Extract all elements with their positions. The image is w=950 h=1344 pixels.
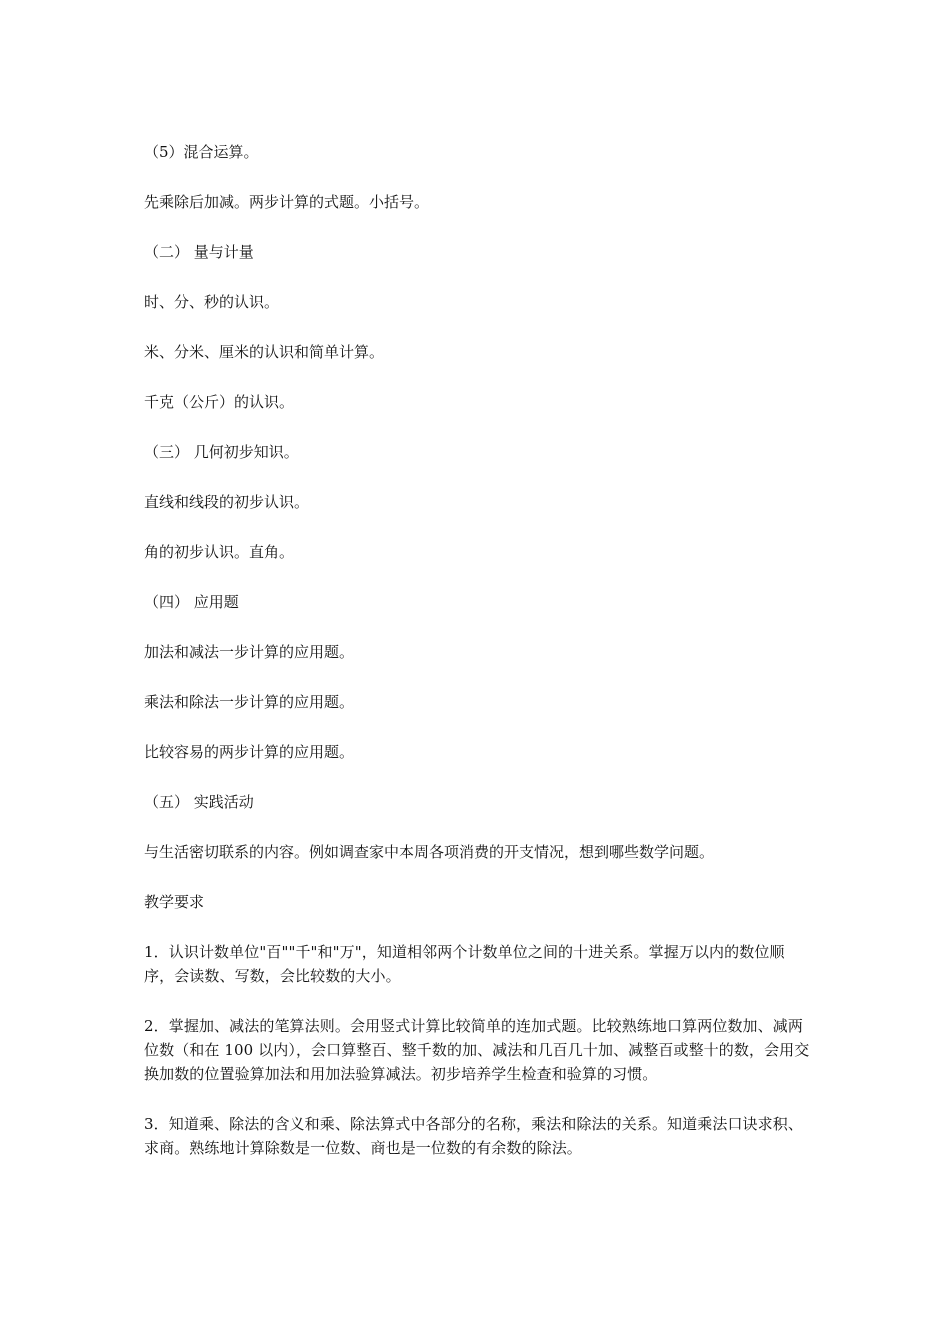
paragraph-mixed-operations-heading: （5）混合运算。: [144, 143, 259, 161]
section-heading-word-problems: （四） 应用题: [144, 593, 239, 611]
paragraph-length: 米、分米、厘米的认识和简单计算。: [144, 343, 385, 361]
requirement-item-3: 3．知道乘、除法的含义和乘、除法算式中各部分的名称，乘法和除法的关系。知道乘法口诀求积、求商。熟练地计算除数是一位数、商也是一位数的有余数的除法。: [144, 1115, 803, 1157]
document-body: [144, 140, 810, 1186]
paragraph-time: 时、分、秒的认识。: [144, 293, 280, 311]
paragraph-weight: 千克（公斤）的认识。: [144, 393, 295, 411]
paragraph-add-subtract-problems: 加法和减法一步计算的应用题。: [144, 643, 355, 661]
paragraph-mixed-operations-detail: 先乘除后加减。两步计算的式题。小括号。: [144, 193, 430, 211]
paragraph-lines: 直线和线段的初步认识。: [144, 493, 310, 511]
section-heading-practice: （五） 实践活动: [144, 793, 254, 811]
section-heading-geometry: （三） 几何初步知识。: [144, 443, 299, 461]
paragraph-two-step-problems: 比较容易的两步计算的应用题。: [144, 743, 355, 761]
requirement-item-1: 1．认识计数单位"百""千"和"万"，知道相邻两个计数单位之间的十进关系。掌握万以内的数位顺序，会读数、写数，会比较数的大小。: [144, 943, 785, 985]
paragraph-multiply-divide-problems: 乘法和除法一步计算的应用题。: [144, 693, 355, 711]
section-heading-teaching-requirements: 教学要求: [144, 893, 205, 911]
requirement-item-2: 2．掌握加、减法的笔算法则。会用竖式计算比较简单的连加式题。比较熟练地口算两位数加、减两位数（和在 100 以内），会口算整百、整千数的加、减法和几百几十加、减整百或整十的数，会用交换加数的位置验算加法和用加法验算减法。初步培养学生检查和验算的习惯。: [144, 1017, 810, 1083]
paragraph-practice-detail: 与生活密切联系的内容。例如调查家中本周各项消费的开支情况，想到哪些数学问题。: [144, 843, 715, 861]
paragraph-angles: 角的初步认识。直角。: [144, 543, 295, 561]
section-heading-measurement: （二） 量与计量: [144, 243, 254, 261]
